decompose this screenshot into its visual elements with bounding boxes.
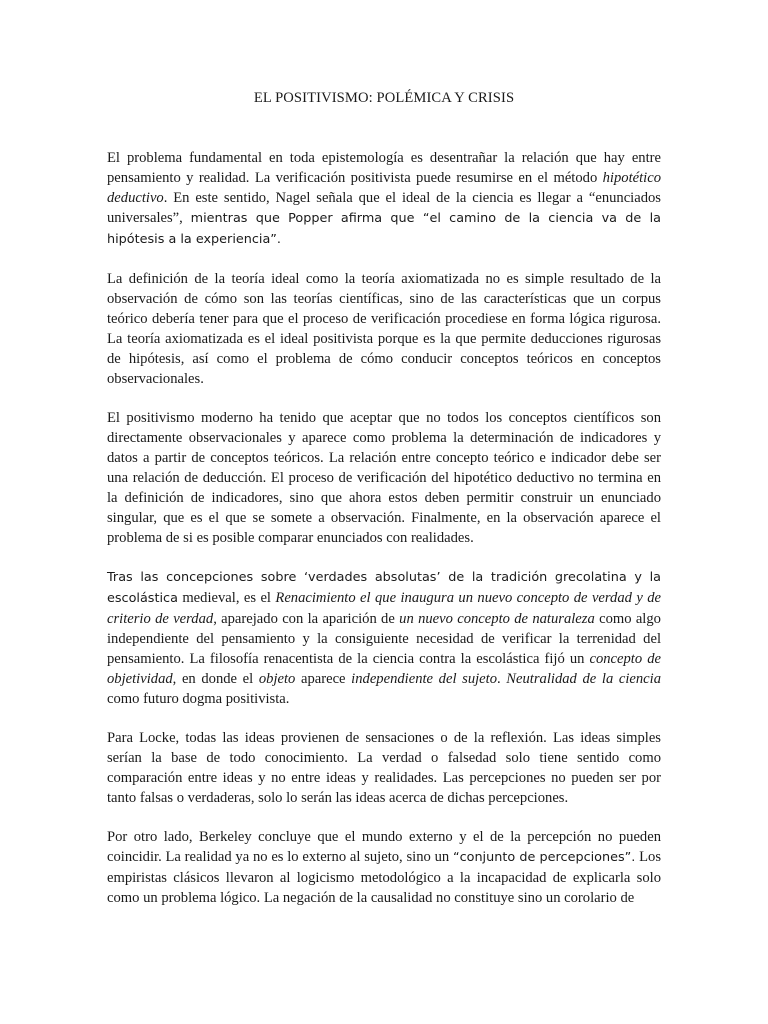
paragraph-text-italic: objeto xyxy=(258,671,296,687)
paragraph-text-italic: Renacimiento el que inaugura un nuevo concepto de verdad y de criterio de verdad xyxy=(107,590,662,627)
paragraph-2 xyxy=(107,269,661,389)
paragraph-text: Por otro lado, Berkeley concluye que el mundo externo y el de la percepción no pueden coincidir. La realidad ya no es lo externo al sujeto, sino un xyxy=(107,829,661,865)
paragraph-text-quote: “conjunto de percepciones”. xyxy=(452,850,636,865)
paragraph-text: como futuro dogma positivista. xyxy=(107,691,290,707)
paragraph-text-quote: mientras que Popper afirma que “el camino de la ciencia va de la hipótesis a la experiencia”. xyxy=(107,211,661,247)
paragraph-text-quote: Tras las concepciones sobre ‘verdades absolutas’ de la tradición grecolatina y la escolástica xyxy=(107,570,661,606)
paragraph-text: , en donde el xyxy=(172,671,259,687)
paragraph-5 xyxy=(107,728,661,808)
paragraph-text: aparece xyxy=(295,671,352,687)
paragraph-text: . En este sentido, Nagel señala que el ideal de la ciencia es llegar a “enunciados universales”, xyxy=(107,190,661,226)
paragraph-1 xyxy=(107,148,661,250)
document-page xyxy=(107,88,661,927)
paragraph-text-italic: un nuevo concepto de naturaleza xyxy=(399,611,595,627)
paragraph-text: El problema fundamental en toda epistemología es desentrañar la relación que hay entre pensamiento y realidad. La verificación positivista puede resumirse en el método xyxy=(107,150,661,186)
paragraph-text-italic: Neutralidad de la ciencia xyxy=(506,671,662,687)
paragraph-text: Los empiristas clásicos llevaron al logicismo metodológico a la incapacidad de explicarla solo como un problema lógico. La negación de la causalidad no constituye sino un corolario de xyxy=(107,849,662,906)
paragraph-text: como algo independiente del pensamiento y la consiguiente necesidad de verificar la terrenidad del pensamiento. La filosofía renacentista de la ciencia contra la escolástica fijó un xyxy=(107,611,661,667)
paragraph-text-italic: independiente del sujeto xyxy=(351,671,497,687)
paragraph-3 xyxy=(107,408,661,548)
paragraph-text: medieval, es el xyxy=(177,590,276,606)
paragraph-text: . xyxy=(497,671,507,687)
paragraph-4 xyxy=(107,567,661,709)
document-title: EL POSITIVISMO: POLÉMICA Y CRISIS xyxy=(253,90,515,106)
paragraph-6 xyxy=(107,827,661,908)
paragraph-text: Para Locke, todas las ideas provienen de sensaciones o de la reflexión. Las ideas simples serían la base de todo conocimiento. La verdad o falsedad solo tiene sentido como comparación entre ideas y no entre ideas y realidades. Las percepciones no pueden ser por tanto falsas o verdaderas, solo lo serán las ideas acerca de dichas percepciones. xyxy=(107,730,661,806)
paragraph-text: El positivismo moderno ha tenido que aceptar que no todos los conceptos científicos son directamente observacionales y aparece como problema la determinación de indicadores y datos a partir de conceptos teóricos. La relación entre concepto teórico e indicador debe ser una relación de deducción. El proceso de verificación del hipotético deductivo no termina en la definición de indicadores, sino que ahora estos deben permitir construir un enunciado singular, que es el que se somete a observación. Finalmente, en la observación aparece el problema de si es posible comparar enunciados con realidades. xyxy=(107,410,661,546)
paragraph-text: La definición de la teoría ideal como la teoría axiomatizada no es simple resultado de la observación de cómo son las teorías científicas, sino de las características que un corpus teórico debería tener para que el proceso de verificación procediese en forma lógica rigurosa. La teoría axiomatizada es el ideal positivista porque es la que permite deducciones rigurosas de hipótesis, así como el problema de cómo conducir conceptos teóricos en conceptos observacionales. xyxy=(107,271,661,387)
paragraph-text-italic: concepto de objetividad xyxy=(107,651,661,687)
paragraph-text: , aparejado con la aparición de xyxy=(213,611,400,627)
paragraph-text-italic: hipotético deductivo xyxy=(107,170,661,206)
